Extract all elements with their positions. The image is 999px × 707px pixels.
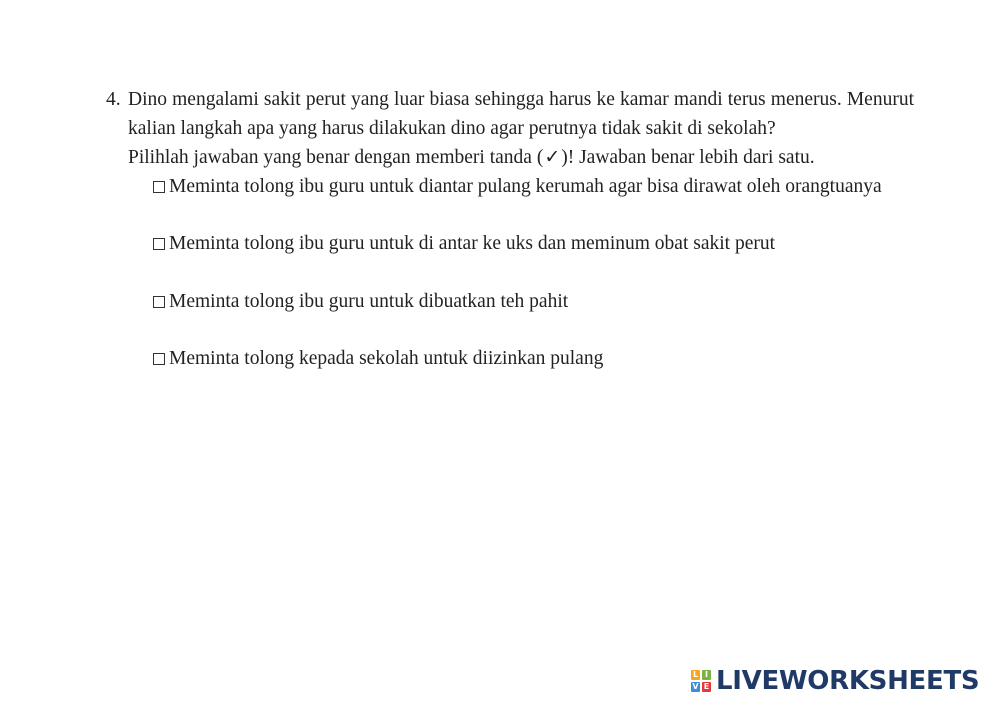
answer-option-2 [153,230,914,259]
answer-option-label-4: Meminta tolong kepada sekolah untuk diizinkan pulang [169,348,604,369]
answer-option-label-3: Meminta tolong ibu guru untuk dibuatkan teh pahit [169,290,569,312]
answer-option-label-2: Meminta tolong ibu guru untuk di antar ke uks dan meminum obat sakit perut [169,233,776,254]
answer-checkbox-2[interactable] [153,238,165,250]
answer-checkbox-3[interactable] [153,296,165,308]
question-prompt [106,86,914,143]
answer-option-label-1: Meminta tolong ibu guru untuk diantar pulang kerumah agar bisa dirawat oleh orangtuanya [169,175,882,197]
instruction-text-before: Pilihlah jawaban yang benar dengan memberi tanda ( [128,147,544,168]
logo-tile-e: E [703,682,710,691]
answer-checkbox-4[interactable] [153,353,165,365]
answer-option-3 [153,288,914,317]
checkmark-icon: ✓ [544,146,561,168]
answer-option-1 [153,173,914,202]
logo-tile-i: I [702,670,711,680]
answer-option-4 [153,345,914,374]
question-block [106,86,914,374]
answer-checkbox-1[interactable] [153,181,165,193]
brand-wordmark: LIVEWORKSHEETS [716,666,980,696]
question-instruction [128,143,914,173]
instruction-text-after: )! Jawaban benar lebih dari satu. [561,147,815,168]
liveworksheets-brand [691,666,979,696]
liveworksheets-logo-icon [691,670,711,692]
logo-tile-l: L [692,670,699,679]
logo-tile-v: V [692,682,699,691]
question-number: 4. [106,89,121,110]
answer-options [153,173,914,374]
question-text: Dino mengalami sakit perut yang luar biasa sehingga harus ke kamar mandi terus menerus. Menurut kalian langkah apa yang harus dilakukan dino agar perutnya tidak sakit di sekolah? [128,89,914,139]
